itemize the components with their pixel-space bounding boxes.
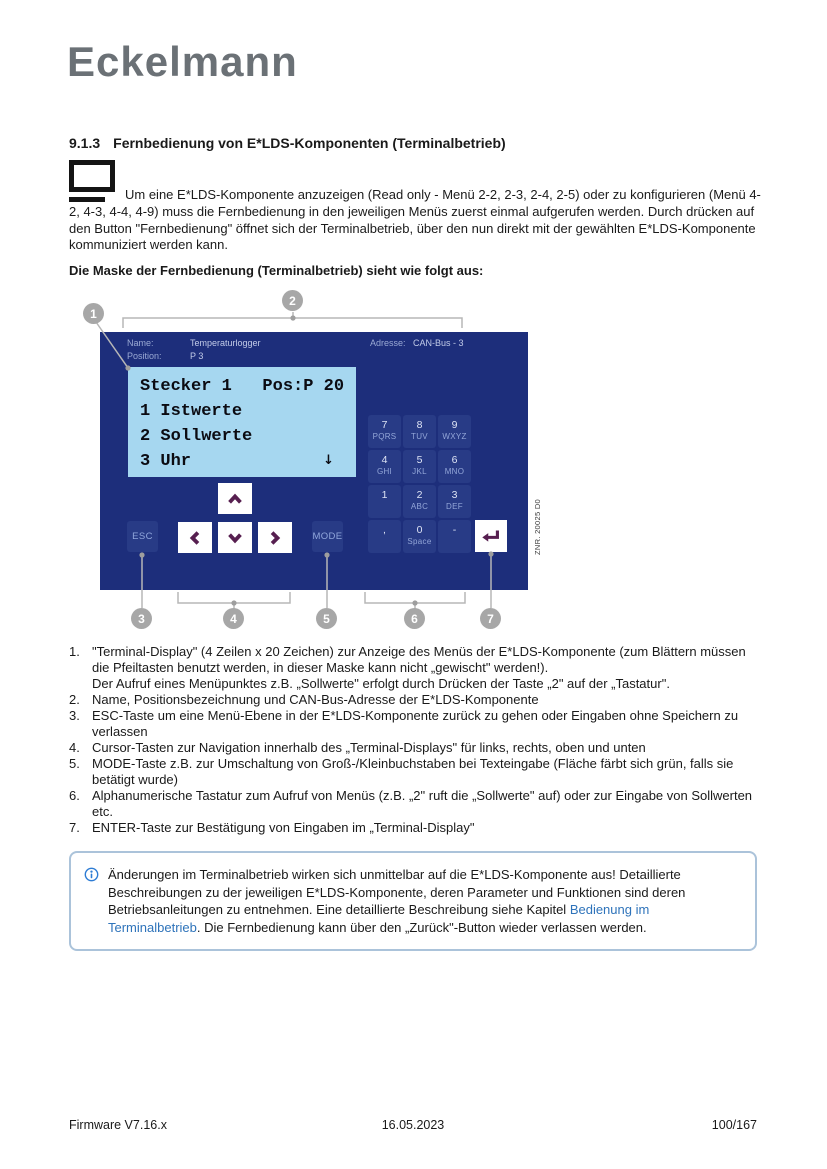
- terminal-panel: [100, 332, 528, 590]
- monitor-screen-shape: [69, 160, 115, 192]
- list-item-text: ENTER-Taste zur Bestätigung von Eingaben im „Terminal-Display": [92, 820, 475, 835]
- key-2: [403, 485, 436, 518]
- key-letters: WXYZ: [442, 432, 467, 441]
- list-item-number: 2.: [69, 692, 80, 707]
- key-9: [438, 415, 471, 448]
- list-item: [69, 740, 763, 756]
- list-item: [69, 756, 763, 788]
- key-number: 1: [381, 489, 388, 501]
- key-1: [368, 485, 401, 518]
- key-6: [438, 450, 471, 483]
- footer-firmware-version: Firmware V7.16.x: [69, 1118, 167, 1132]
- cursor-down-button: [218, 522, 252, 553]
- list-item-number: 7.: [69, 820, 80, 835]
- section-title: Fernbedienung von E*LDS-Komponenten (Terminalbetrieb): [113, 135, 506, 151]
- chevron-down-icon: [225, 528, 245, 548]
- legend-list: [69, 644, 763, 836]
- key-letters: DEF: [446, 502, 463, 511]
- list-item-number: 1.: [69, 644, 80, 659]
- list-item-text: Der Aufruf eines Menüpunktes z.B. „Sollwerte" erfolgt durch Drücken der Taste „2" auf der „Tastatur".: [92, 676, 670, 691]
- address-label: Adresse:: [370, 338, 406, 348]
- key-4: [368, 450, 401, 483]
- callout-1: 1: [83, 303, 104, 324]
- display-line: 1 Istwerte: [140, 402, 243, 421]
- key-number: 0: [416, 524, 423, 536]
- list-item-number: 6.: [69, 788, 80, 803]
- mode-button: MODE: [312, 521, 343, 552]
- list-item-number: 3.: [69, 708, 80, 723]
- callout-7: 7: [480, 608, 501, 629]
- cursor-up-button: [218, 483, 252, 514]
- terminal-display: [128, 367, 356, 477]
- display-line: 2 Sollwerte: [140, 427, 253, 446]
- footer-date: 16.05.2023: [381, 1118, 445, 1132]
- key-number: 3: [451, 489, 458, 501]
- key-letters: JKL: [412, 467, 427, 476]
- note-text-after: . Die Fernbedienung kann über den „Zurück"-Button wieder verlassen werden.: [196, 919, 647, 935]
- key-8: [403, 415, 436, 448]
- list-item: [69, 692, 763, 708]
- key-letters: MNO: [444, 467, 465, 476]
- list-item-body: [92, 644, 763, 692]
- key-number: 8: [416, 419, 423, 431]
- list-item-text: Alphanumerische Tastatur zum Aufruf von Menüs (z.B. „2" ruft die „Sollwerte" auf) oder zur Eingabe von Sollwerten etc.: [92, 788, 753, 819]
- cursor-left-button: [178, 522, 212, 553]
- key-comma: [368, 520, 401, 553]
- callout-2: 2: [282, 290, 303, 311]
- key-letters: TUV: [411, 432, 428, 441]
- monitor-icon: [69, 160, 115, 202]
- terminal-operation-link[interactable]: Bedienung im Terminalbetrieb: [108, 902, 650, 935]
- alphanumeric-keypad: [368, 415, 471, 553]
- enter-button: [475, 520, 507, 552]
- key-letters: PQRS: [372, 432, 397, 441]
- key-minus: [438, 520, 471, 553]
- key-letters: Space: [407, 537, 432, 546]
- display-line: 3 Uhr: [140, 452, 192, 471]
- key-letters: GHI: [376, 467, 393, 476]
- note-text: [108, 866, 741, 936]
- chevron-up-icon: [225, 489, 245, 509]
- key-number: 6: [451, 454, 458, 466]
- intro-text: Um eine E*LDS-Komponente anzuzeigen (Read only - Menü 2-2, 2-3, 2-4, 2-5) oder zu konfigurieren (Menü 4-2, 4-3, 4-4, 4-9) muss die Fernbedienung in den jeweiligen Menüs zuerst einmal aufgerufen werden. Durch drücken auf den Button "Fernbedienung" öffnet sich der Terminalbetrieb, über den nun direkt mit der gewählten E*LDS-Komponente kommuniziert werden kann.: [69, 187, 761, 253]
- section-heading: [69, 135, 506, 151]
- address-value: CAN-Bus - 3: [413, 338, 464, 348]
- key-number: 2: [416, 489, 423, 501]
- callout-3: 3: [131, 608, 152, 629]
- info-note-box: [69, 851, 757, 951]
- footer-page-number: 100/167: [711, 1118, 757, 1132]
- chevron-right-icon: [265, 528, 285, 548]
- name-value: Temperaturlogger: [190, 338, 261, 348]
- callout-6: 6: [404, 608, 425, 629]
- key-number: 9: [451, 419, 458, 431]
- list-item: [69, 708, 763, 740]
- list-item-text: "Terminal-Display" (4 Zeilen x 20 Zeichen) zur Anzeige des Menüs der E*LDS-Komponente (zum Blättern müssen die Pfeiltasten benutzt werden, in dieser Maske kann nicht „gewischt" werden!).: [92, 644, 746, 675]
- eckelmann-logo: Eckelmann: [67, 38, 298, 85]
- terminal-figure: [60, 288, 770, 635]
- list-item-text: ESC-Taste um eine Menü-Ebene in der E*LDS-Komponente zurück zu gehen oder Eingaben ohne Speichern zu verlassen: [92, 708, 739, 739]
- callout-4: 4: [223, 608, 244, 629]
- info-icon: [84, 867, 99, 882]
- key-5: [403, 450, 436, 483]
- list-item-number: 5.: [69, 756, 80, 771]
- drawing-number: ZNR. 20025 D0: [533, 498, 542, 555]
- key-number: 4: [381, 454, 388, 466]
- mask-intro-text: Die Maske der Fernbedienung (Terminalbetrieb) sieht wie folgt aus:: [69, 263, 484, 278]
- cursor-right-button: [258, 522, 292, 553]
- section-number: 9.1.3: [69, 135, 101, 151]
- key-letters: ABC: [410, 502, 429, 511]
- key-0-space: [403, 520, 436, 553]
- position-label: Position:: [127, 351, 162, 361]
- scroll-down-icon: ↓: [323, 453, 334, 468]
- key-number: ,: [383, 524, 386, 536]
- key-7: [368, 415, 401, 448]
- position-value: P 3: [190, 351, 204, 361]
- list-item: [69, 820, 763, 836]
- list-item-text: Cursor-Tasten zur Navigation innerhalb des „Terminal-Displays" für links, rechts, oben und unten: [92, 740, 646, 755]
- key-number: -: [452, 524, 457, 536]
- page-footer: [69, 1118, 757, 1132]
- name-label: Name:: [127, 338, 154, 348]
- chevron-left-icon: [185, 528, 205, 548]
- list-item-text: MODE-Taste z.B. zur Umschaltung von Groß-/Kleinbuchstaben bei Texteingabe (Fläche färbt sich grün, falls sie betätigt wurde): [92, 756, 734, 787]
- list-item-text: Name, Positionsbezeichnung und CAN-Bus-Adresse der E*LDS-Komponente: [92, 692, 539, 707]
- list-item: [69, 644, 763, 692]
- esc-button: ESC: [127, 521, 158, 552]
- callout-5: 5: [316, 608, 337, 629]
- note-text-before: Änderungen im Terminalbetrieb wirken sich unmittelbar auf die E*LDS-Komponente aus! Detaillierte Beschreibungen zu der jeweiligen E*LDS-Komponente, deren Parameter und Funktionen sind deren Betriebsanleitungen zu entnehmen. Eine detaillierte Beschreibung siehe Kapitel: [108, 867, 686, 918]
- key-3: [438, 485, 471, 518]
- enter-icon: [480, 525, 502, 547]
- key-number: 7: [381, 419, 388, 431]
- intro-paragraph: [69, 160, 761, 254]
- display-line: Stecker 1 Pos:P 20: [140, 377, 345, 396]
- list-item-number: 4.: [69, 740, 80, 755]
- list-item: [69, 788, 763, 820]
- key-number: 5: [416, 454, 423, 466]
- monitor-stand-shape: [69, 197, 105, 202]
